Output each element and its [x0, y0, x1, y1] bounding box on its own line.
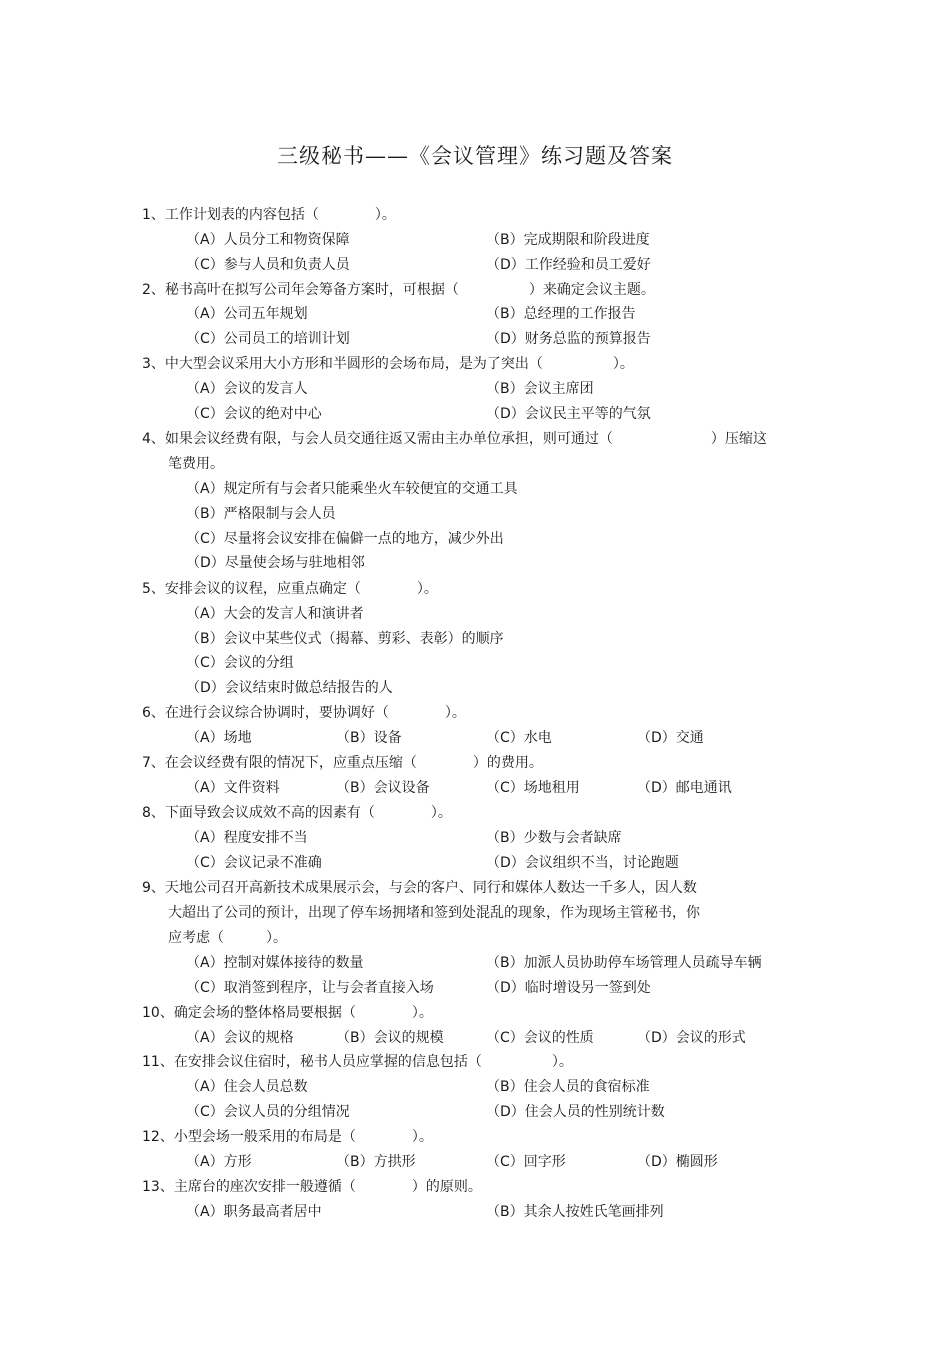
question-1-option-a: （A）人员分工和物资保障	[186, 232, 350, 248]
question-10-stem: 10、确定会场的整体格局要根据（ ）。	[142, 1005, 433, 1021]
question-6-option-c: （C）水电	[486, 730, 552, 746]
question-8-option-d: （D）会议组织不当，讨论跑题	[486, 855, 679, 871]
question-2-option-b: （B）总经理的工作报告	[486, 306, 636, 322]
question-7-stem: 7、在会议经费有限的情况下，应重点压缩（ ）的费用。	[142, 755, 543, 771]
question-1-option-b: （B）完成期限和阶段进度	[486, 232, 650, 248]
question-6-stem: 6、在进行会议综合协调时，要协调好（ ）。	[142, 705, 466, 721]
question-7-option-c: （C）场地租用	[486, 780, 580, 796]
question-8-option-a: （A）程度安排不当	[186, 830, 308, 846]
question-7-option-b: （B）会议设备	[336, 780, 430, 796]
question-1-option-c: （C）参与人员和负责人员	[186, 257, 350, 273]
question-2-option-d: （D）财务总监的预算报告	[486, 331, 651, 347]
question-5-stem: 5、安排会议的议程，应重点确定（ ）。	[142, 581, 438, 597]
question-11-option-d: （D）住会人员的性别统计数	[486, 1104, 665, 1120]
question-7-option-a: （A）文件资料	[186, 780, 280, 796]
question-11-stem: 11、在安排会议住宿时，秘书人员应掌握的信息包括（ ）。	[142, 1054, 573, 1070]
question-4-option-a: （A）规定所有与会者只能乘坐火车较便宜的交通工具	[186, 481, 518, 497]
question-3-option-b: （B）会议主席团	[486, 381, 594, 397]
question-4-stem: 4、如果会议经费有限，与会人员交通往返又需由主办单位承担，则可通过（ ）压缩这	[142, 431, 767, 447]
question-9-option-d: （D）临时增设另一签到处	[486, 980, 651, 996]
question-8-option-b: （B）少数与会者缺席	[486, 830, 622, 846]
question-12-stem: 12、小型会场一般采用的布局是（ ）。	[142, 1129, 433, 1145]
question-2-option-a: （A）公司五年规划	[186, 306, 308, 322]
question-5-option-b: （B）会议中某些仪式（揭幕、剪彩、表彰）的顺序	[186, 631, 504, 647]
question-12-option-a: （A）方形	[186, 1154, 252, 1170]
question-3-option-a: （A）会议的发言人	[186, 381, 308, 397]
question-2-option-c: （C）公司员工的培训计划	[186, 331, 350, 347]
question-3-option-d: （D）会议民主平等的气氛	[486, 406, 651, 422]
question-6-option-a: （A）场地	[186, 730, 252, 746]
document-title: 三级秘书——《会议管理》练习题及答案	[277, 144, 673, 168]
question-9-stem-cont-2: 应考虑（ ）。	[168, 930, 287, 946]
question-13-option-a: （A）职务最高者居中	[186, 1204, 322, 1220]
question-2-stem: 2、秘书高叶在拟写公司年会筹备方案时，可根据（ ）来确定会议主题。	[142, 282, 655, 298]
question-13-stem: 13、主席台的座次安排一般遵循（ ）的原则。	[142, 1179, 482, 1195]
question-7-option-d: （D）邮电通讯	[637, 780, 732, 796]
question-9-stem: 9、天地公司召开高新技术成果展示会，与会的客户、同行和媒体人数达一千多人，因人数	[142, 880, 697, 896]
question-8-option-c: （C）会议记录不准确	[186, 855, 322, 871]
question-10-option-d: （D）会议的形式	[637, 1030, 746, 1046]
question-5-option-a: （A）大会的发言人和演讲者	[186, 606, 364, 622]
question-6-option-b: （B）设备	[336, 730, 402, 746]
question-11-option-a: （A）住会人员总数	[186, 1079, 308, 1095]
question-4-option-d: （D）尽量使会场与驻地相邻	[186, 555, 365, 571]
question-10-option-b: （B）会议的规模	[336, 1030, 444, 1046]
question-8-stem: 8、下面导致会议成效不高的因素有（ ）。	[142, 805, 452, 821]
question-12-option-d: （D）椭圆形	[637, 1154, 718, 1170]
question-10-option-c: （C）会议的性质	[486, 1030, 594, 1046]
question-9-option-b: （B）加派人员协助停车场管理人员疏导车辆	[486, 955, 762, 971]
question-1-option-d: （D）工作经验和员工爱好	[486, 257, 651, 273]
question-11-option-b: （B）住会人员的食宿标准	[486, 1079, 650, 1095]
question-9-option-c: （C）取消签到程序，让与会者直接入场	[186, 980, 434, 996]
question-9-option-a: （A）控制对媒体接待的数量	[186, 955, 364, 971]
question-12-option-c: （C）回字形	[486, 1154, 566, 1170]
question-12-option-b: （B）方拱形	[336, 1154, 416, 1170]
question-4-option-b: （B）严格限制与会人员	[186, 506, 336, 522]
question-3-option-c: （C）会议的绝对中心	[186, 406, 322, 422]
question-13-option-b: （B）其余人按姓氏笔画排列	[486, 1204, 664, 1220]
question-5-option-d: （D）会议结束时做总结报告的人	[186, 680, 393, 696]
question-3-stem: 3、中大型会议采用大小方形和半圆形的会场布局，是为了突出（ ）。	[142, 356, 634, 372]
question-9-stem-cont-1: 大超出了公司的预计，出现了停车场拥堵和签到处混乱的现象，作为现场主管秘书，你	[168, 905, 700, 921]
question-5-option-c: （C）会议的分组	[186, 655, 294, 671]
question-6-option-d: （D）交通	[637, 730, 704, 746]
question-1-stem: 1、工作计划表的内容包括（ ）。	[142, 207, 396, 223]
question-4-option-c: （C）尽量将会议安排在偏僻一点的地方，减少外出	[186, 531, 504, 547]
question-11-option-c: （C）会议人员的分组情况	[186, 1104, 350, 1120]
question-10-option-a: （A）会议的规格	[186, 1030, 294, 1046]
question-4-stem-cont: 笔费用。	[168, 456, 224, 472]
